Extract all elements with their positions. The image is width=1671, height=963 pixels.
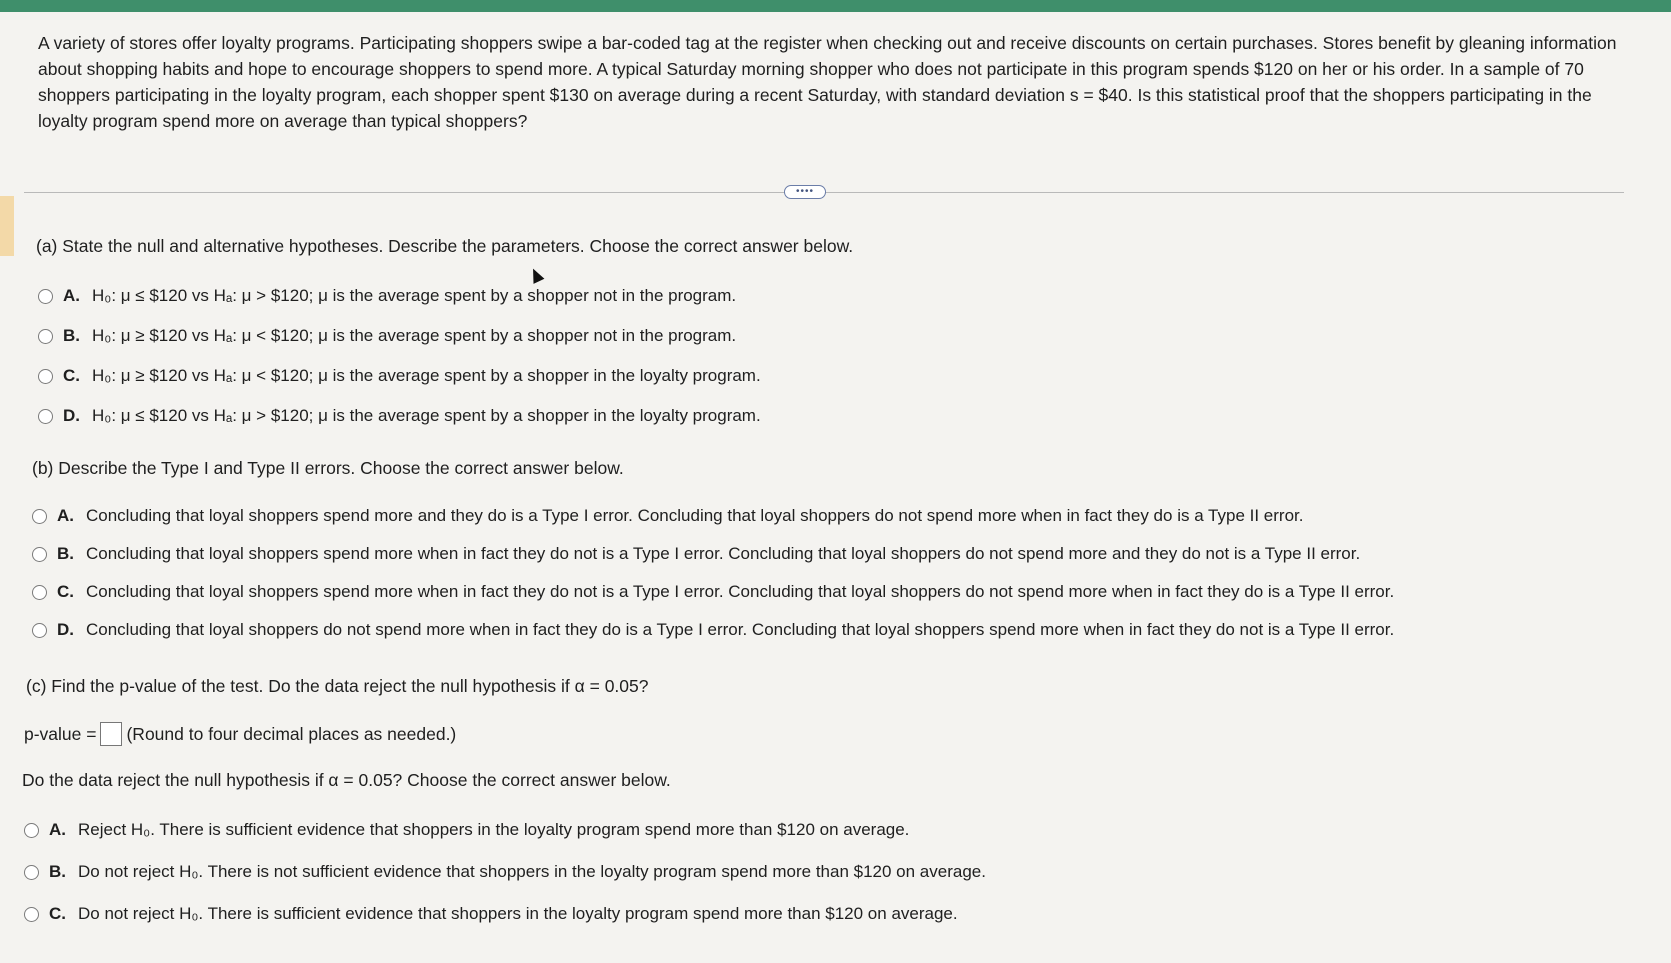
radio-button[interactable] [24,823,39,838]
option-text: H₀: μ ≤ $120 vs Hₐ: μ > $120; μ is the average spent by a shopper not in the program. [92,286,737,305]
part-b-prompt: (b) Describe the Type I and Type II errors. Choose the correct answer below. [32,458,624,478]
option-letter: C. [49,904,66,923]
option-text: Reject H₀. There is sufficient evidence that shoppers in the loyalty program spend more than $120 on average. [78,820,910,839]
option-letter: C. [63,366,80,385]
option-text: Do not reject H₀. There is not sufficient evidence that shoppers in the loyalty program spend more than $120 on average. [78,862,986,881]
radio-button[interactable] [32,623,47,638]
radio-button[interactable] [32,547,47,562]
option-text: Concluding that loyal shoppers spend more and they do is a Type I error. Concluding that loyal shoppers do not spend more when in fact they do is a Type II error. [86,506,1304,525]
option-text: Do not reject H₀. There is sufficient evidence that shoppers in the loyalty program spend more than $120 on average. [78,904,958,923]
top-bar [0,0,1671,12]
option-text: H₀: μ ≤ $120 vs Hₐ: μ > $120; μ is the average spent by a shopper in the loyalty program. [92,406,761,425]
part-c-option-b[interactable] [24,860,986,884]
left-accent [0,196,14,256]
radio-button[interactable] [38,289,53,304]
option-letter: B. [57,544,74,563]
option-text: Concluding that loyal shoppers spend more when in fact they do not is a Type I error. Concluding that loyal shoppers do not spend more and they do not is a Type II error. [86,544,1361,563]
option-letter: B. [63,326,80,345]
pvalue-label: p-value = [24,724,97,744]
option-letter: A. [63,286,80,305]
pvalue-row [24,722,456,746]
radio-button[interactable] [38,329,53,344]
option-text: H₀: μ ≥ $120 vs Hₐ: μ < $120; μ is the average spent by a shopper in the loyalty program. [92,366,761,385]
option-text: H₀: μ ≥ $120 vs Hₐ: μ < $120; μ is the average spent by a shopper not in the program. [92,326,737,345]
part-b-option-c[interactable] [32,580,1394,604]
part-b-option-d[interactable] [32,618,1394,642]
radio-button[interactable] [32,585,47,600]
radio-button[interactable] [24,865,39,880]
option-letter: C. [57,582,74,601]
pvalue-input[interactable] [100,722,122,746]
part-c-prompt: (c) Find the p-value of the test. Do the data reject the null hypothesis if α = 0.05? [26,676,649,696]
part-a-prompt: (a) State the null and alternative hypotheses. Describe the parameters. Choose the correct answer below. [36,236,854,256]
option-letter: A. [49,820,66,839]
part-b-option-a[interactable] [32,504,1303,528]
part-c-option-a[interactable] [24,818,909,842]
pvalue-hint: (Round to four decimal places as needed.) [126,724,457,744]
option-text: Concluding that loyal shoppers do not spend more when in fact they do is a Type I error. Concluding that loyal shoppers spend more when in fact they do not is a Type II error. [86,620,1395,639]
part-c-option-c[interactable] [24,902,958,926]
radio-button[interactable] [38,409,53,424]
expand-button[interactable]: •••• [784,185,826,199]
reject-prompt: Do the data reject the null hypothesis if α = 0.05? Choose the correct answer below. [22,770,671,790]
part-a-option-c[interactable] [38,364,761,388]
radio-button[interactable] [32,509,47,524]
radio-button[interactable] [38,369,53,384]
option-letter: D. [57,620,74,639]
problem-statement: A variety of stores offer loyalty programs. Participating shoppers swipe a bar-coded tag at the register when checking out and receive discounts on certain purchases. Stores benefit by gleaning information about shopping habits and hope to encourage shoppers to spend more. A typical Saturday morning shopper who does not participate in this program spends $120 on her or his order. In a sample of 70 shoppers participating in the loyalty program, each shopper spent $130 on average during a recent Saturday, with standard deviation s = $40. Is this statistical proof that the shoppers participating in the loyalty program spend more on average than typical shoppers? [38,33,1617,131]
radio-button[interactable] [24,907,39,922]
part-a-option-b[interactable] [38,324,736,348]
option-letter: D. [63,406,80,425]
part-b-option-b[interactable] [32,542,1360,566]
option-text: Concluding that loyal shoppers spend more when in fact they do not is a Type I error. Concluding that loyal shoppers do not spend more when in fact they do is a Type II error. [86,582,1395,601]
part-a-option-a[interactable] [38,284,736,308]
option-letter: A. [57,506,74,525]
part-a-option-d[interactable] [38,404,761,428]
option-letter: B. [49,862,66,881]
